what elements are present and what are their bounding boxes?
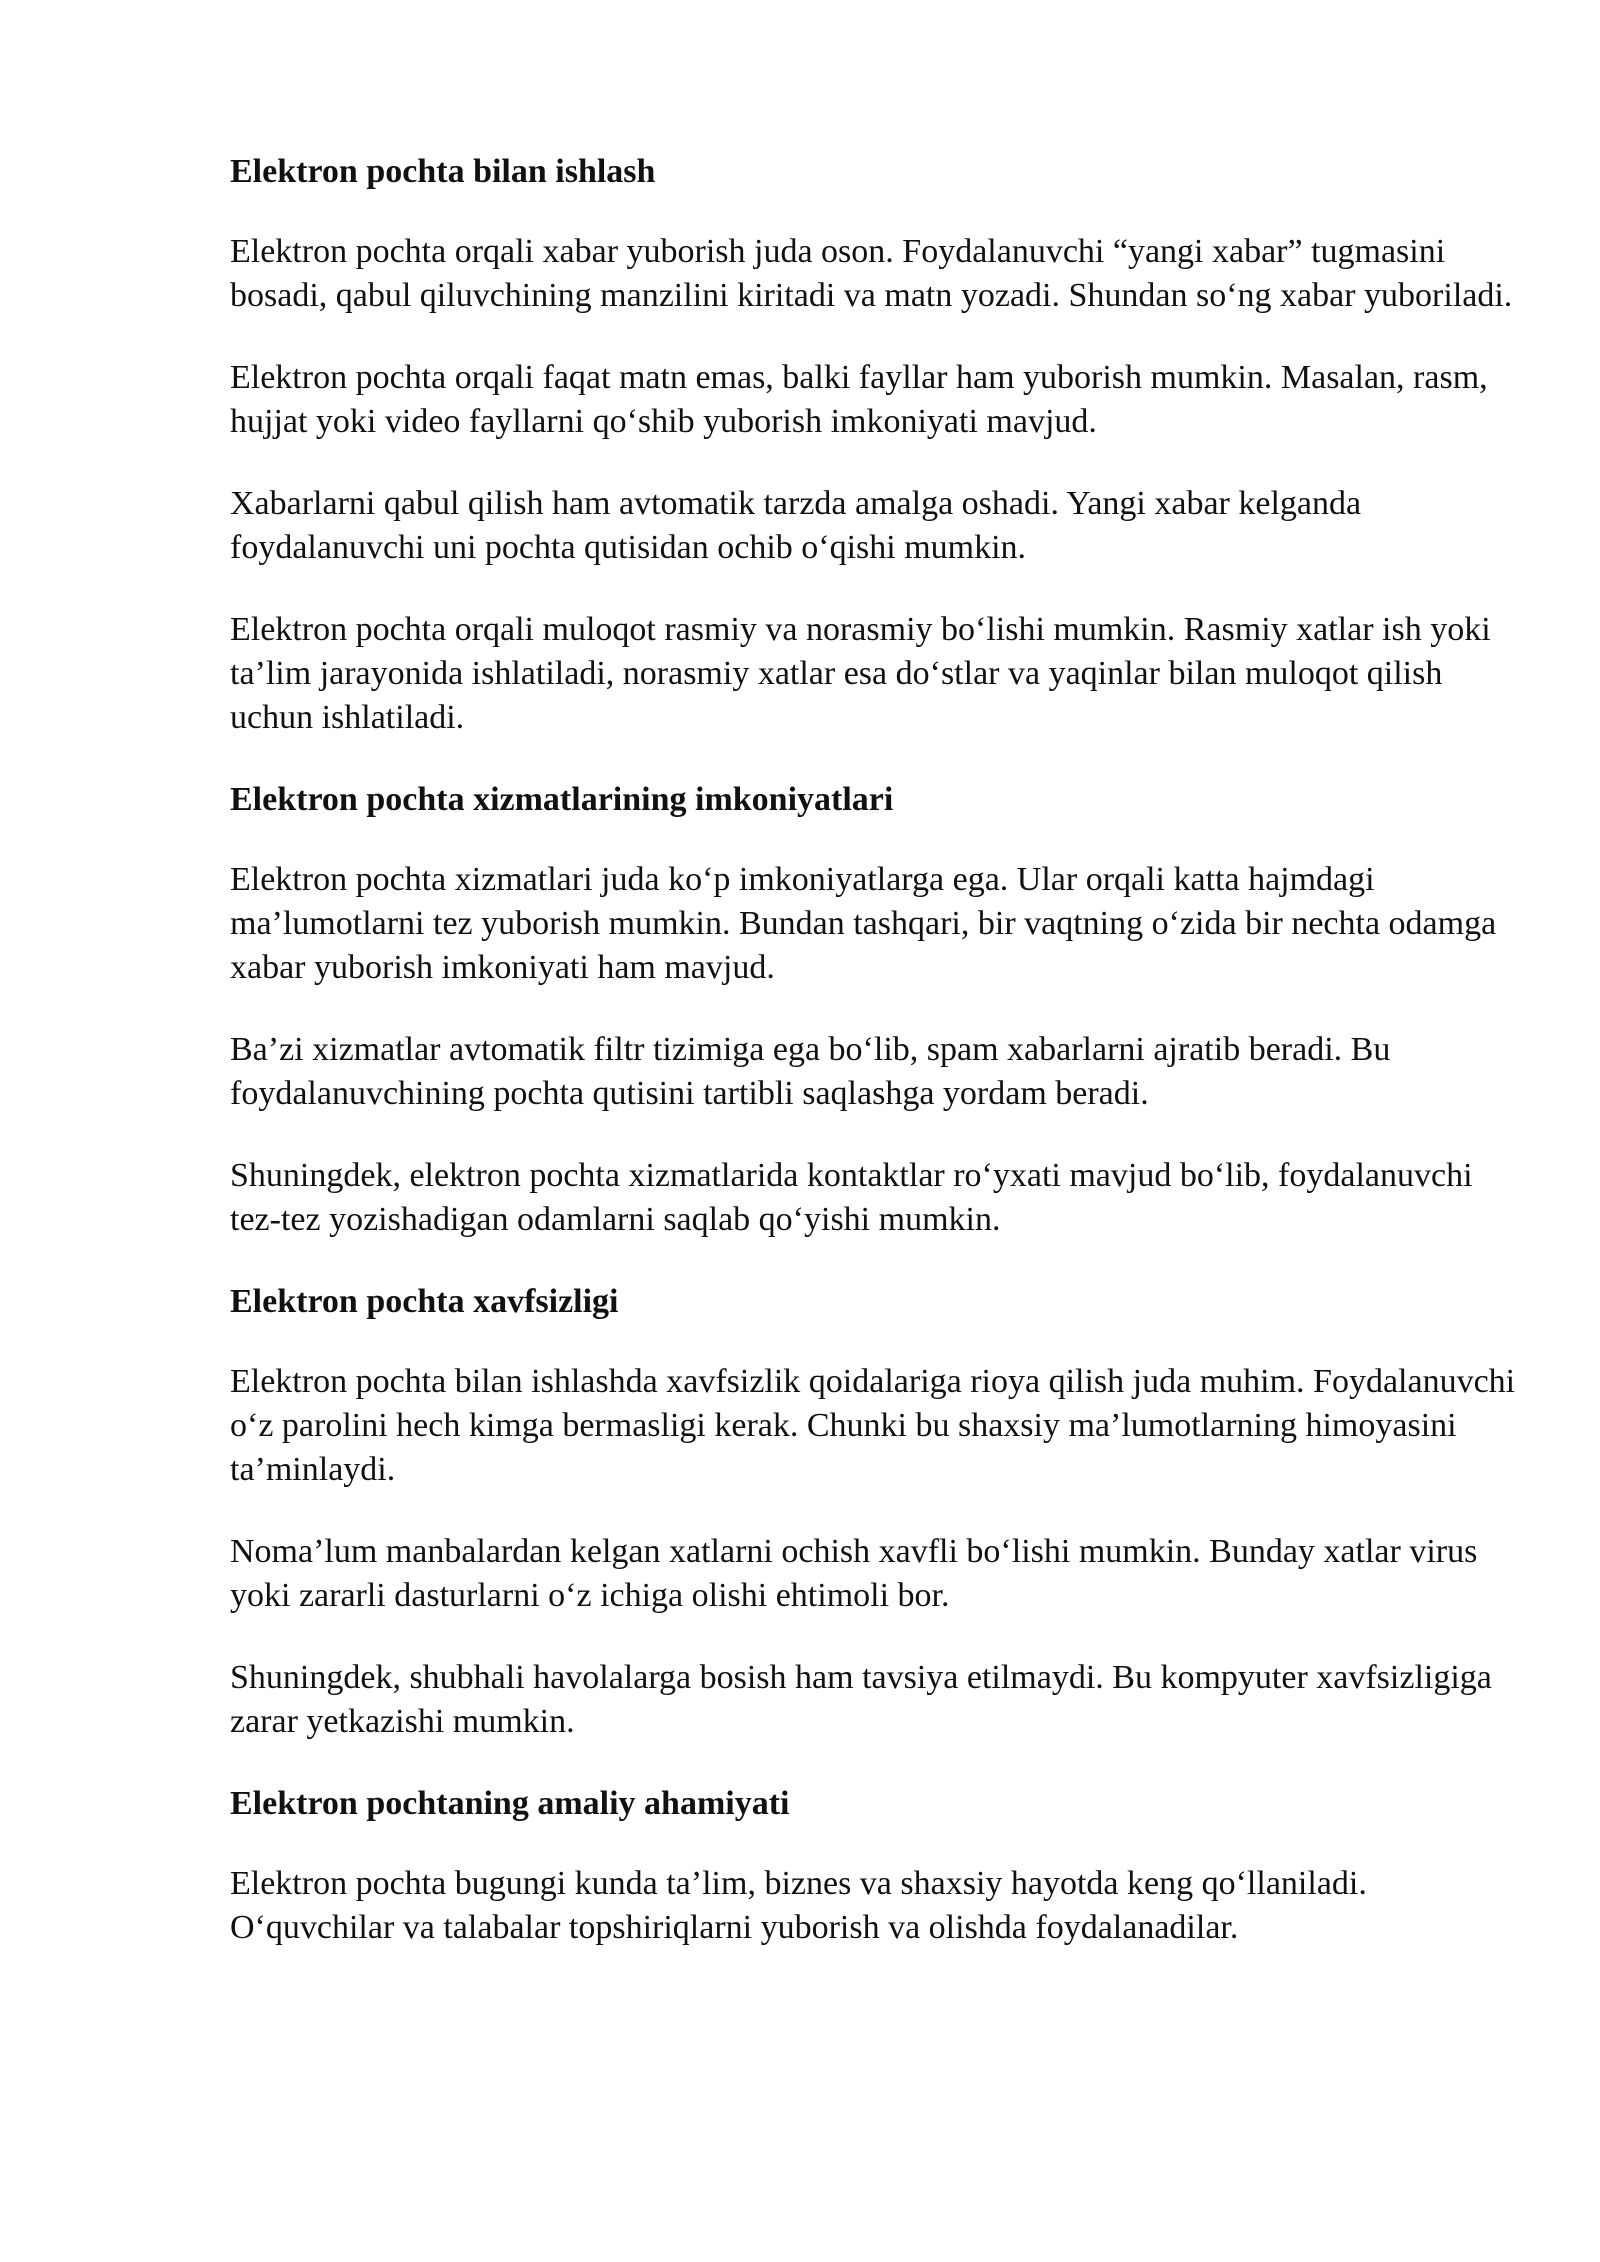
paragraph: Xabarlarni qabul qilish ham avtomatik tarzda amalga oshadi. Yangi xabar kelganda foydalanuvchi uni pochta qutisidan ochib o‘qishi mumkin. xyxy=(230,485,1362,566)
section-heading: Elektron pochta xizmatlarining imkoniyatlari xyxy=(230,781,894,818)
paragraph: Elektron pochta bugungi kunda ta’lim, biznes va shaxsiy hayotda keng qo‘llaniladi. O‘quvchilar va talabalar topshiriqlarni yuborish va olishda foydalanadilar. xyxy=(230,1865,1367,1946)
paragraph: Shuningdek, shubhali havolalarga bosish ham tavsiya etilmaydi. Bu kompyuter xavfsizligiga zarar yetkazishi mumkin. xyxy=(230,1659,1492,1740)
section-email-security xyxy=(230,1280,1530,1744)
paragraph: Ba’zi xizmatlar avtomatik filtr tizimiga ega bo‘lib, spam xabarlarni ajratib beradi. Bu foydalanuvchining pochta qutisini tartibli saqlashga yordam beradi. xyxy=(230,1031,1391,1112)
paragraph: Elektron pochta orqali xabar yuborish juda oson. Foydalanuvchi “yangi xabar” tugmasini bosadi, qabul qiluvchining manzilini kiritadi va matn yozadi. Shundan so‘ng xabar yuboriladi. xyxy=(230,233,1513,314)
section-email-service-capabilities xyxy=(230,778,1530,1242)
document-page xyxy=(230,150,1530,1988)
paragraph: Elektron pochta orqali muloqot rasmiy va norasmiy bo‘lishi mumkin. Rasmiy xatlar ish yoki ta’lim jarayonida ishlatiladi, norasmiy xatlar esa do‘stlar va yaqinlar bilan muloqot qilish uchun ishlatiladi. xyxy=(230,611,1491,736)
section-email-practical-importance xyxy=(230,1782,1530,1950)
section-heading: Elektron pochta bilan ishlash xyxy=(230,153,656,190)
section-heading: Elektron pochtaning amaliy ahamiyati xyxy=(230,1785,790,1822)
section-heading: Elektron pochta xavfsizligi xyxy=(230,1283,619,1320)
paragraph: Noma’lum manbalardan kelgan xatlarni ochish xavfli bo‘lishi mumkin. Bunday xatlar virus yoki zararli dasturlarni o‘z ichiga olishi ehtimoli bor. xyxy=(230,1533,1478,1614)
paragraph: Elektron pochta xizmatlari juda ko‘p imkoniyatlarga ega. Ular orqali katta hajmdagi ma’lumotlarni tez yuborish mumkin. Bundan tashqari, bir vaqtning o‘zida bir nechta odamga xabar yuborish imkoniyati ham mavjud. xyxy=(230,861,1497,986)
paragraph: Elektron pochta bilan ishlashda xavfsizlik qoidalariga rioya qilish juda muhim. Foydalanuvchi o‘z parolini hech kimga bermasligi kerak. Chunki bu shaxsiy ma’lumotlarning himoyasini ta’minlaydi. xyxy=(230,1363,1516,1488)
paragraph: Shuningdek, elektron pochta xizmatlarida kontaktlar ro‘yxati mavjud bo‘lib, foydalanuvchi tez-tez yozishadigan odamlarni saqlab qo‘yishi mumkin. xyxy=(230,1157,1473,1238)
paragraph: Elektron pochta orqali faqat matn emas, balki fayllar ham yuborish mumkin. Masalan, rasm, hujjat yoki video fayllarni qo‘shib yuborish imkoniyati mavjud. xyxy=(230,359,1488,440)
section-working-with-email xyxy=(230,150,1530,740)
